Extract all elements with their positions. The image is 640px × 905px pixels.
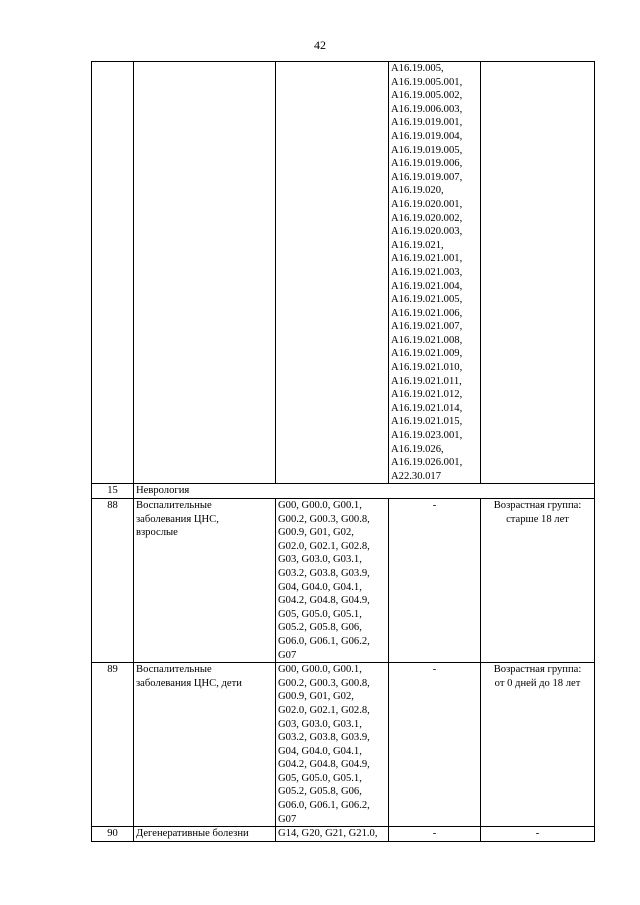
group-name-line: Воспалительные bbox=[136, 664, 212, 676]
diagnosis-code-line: G02.0, G02.1, G02.8, bbox=[278, 704, 370, 716]
page-number: 42 bbox=[314, 38, 326, 52]
other-criteria-cell bbox=[481, 62, 595, 484]
other-criteria bbox=[481, 663, 595, 827]
other-criteria bbox=[481, 499, 595, 663]
operation-codes: - bbox=[389, 663, 481, 827]
group-name-line: Воспалительные bbox=[136, 500, 212, 511]
diagnosis-codes bbox=[276, 499, 389, 663]
operation-codes: - bbox=[389, 827, 481, 842]
operation-code: A16.19.019.005, bbox=[391, 144, 463, 156]
diagnosis-code-line: G03, G03.0, G03.1, bbox=[278, 718, 362, 730]
diagnosis-codes bbox=[276, 827, 389, 842]
diagnosis-code-line: G05.2, G05.8, G06, bbox=[278, 786, 362, 798]
operation-code: A16.19.021.007, bbox=[391, 321, 463, 333]
diagnosis-code-line: G07 bbox=[278, 649, 297, 661]
diagnosis-code-line: G06.0, G06.1, G06.2, bbox=[278, 800, 370, 812]
other-criteria bbox=[481, 827, 595, 842]
operation-code: A16.19.019.004, bbox=[391, 130, 463, 142]
group-name bbox=[134, 499, 276, 663]
operation-code: A16.19.021.008, bbox=[391, 334, 463, 346]
diagnosis-code-line: G06.0, G06.1, G06.2, bbox=[278, 635, 370, 647]
other-criteria-line: - bbox=[535, 828, 540, 840]
diagnosis-code-line: G05.2, G05.8, G06, bbox=[278, 622, 362, 634]
group-name-line: заболевания ЦНС, bbox=[136, 513, 219, 525]
operation-code: A16.19.021.005, bbox=[391, 294, 463, 306]
classification-table bbox=[91, 61, 595, 842]
operation-code: A16.19.019.006, bbox=[391, 158, 463, 170]
section-number: 15 bbox=[92, 484, 134, 499]
operation-code: A16.19.021.012, bbox=[391, 389, 463, 401]
operation-code: A16.19.020.003, bbox=[391, 226, 463, 238]
section-row bbox=[92, 484, 595, 499]
diagnosis-code-line: G00.2, G00.3, G00.8, bbox=[278, 513, 370, 525]
operation-code: A16.19.019.007, bbox=[391, 171, 463, 183]
operation-code: A16.19.021.010, bbox=[391, 362, 463, 374]
row-number: 90 bbox=[92, 827, 134, 842]
operation-code: A16.19.020, bbox=[391, 185, 444, 197]
diagnosis-code-line: G00, G00.0, G00.1, bbox=[278, 500, 362, 511]
operation-code: A16.19.021.001, bbox=[391, 253, 463, 265]
diagnosis-code-line: G00.9, G01, G02, bbox=[278, 527, 354, 539]
diagnosis-code-line: G00.2, G00.3, G00.8, bbox=[278, 677, 370, 689]
operation-code: A16.19.005.002, bbox=[391, 90, 463, 102]
diagnosis-code-line: G03.2, G03.8, G03.9, bbox=[278, 567, 370, 579]
diagnosis-code-line: G04.2, G04.8, G04.9, bbox=[278, 759, 370, 771]
operation-code: A16.19.021, bbox=[391, 239, 444, 251]
operation-code: A16.19.021.015, bbox=[391, 416, 463, 428]
diagnosis-code-line: G14, G20, G21, G21.0, bbox=[278, 828, 378, 840]
operation-codes: - bbox=[389, 499, 481, 663]
operation-code: A16.19.021.009, bbox=[391, 348, 463, 360]
operation-code: A16.19.005, bbox=[391, 63, 444, 74]
other-criteria-line: от 0 дней до 18 лет bbox=[494, 677, 581, 689]
diagnosis-code-line: G00, G00.0, G00.1, bbox=[278, 664, 362, 676]
other-criteria-line: Возрастная группа: bbox=[493, 500, 582, 511]
operation-code: A16.19.021.014, bbox=[391, 402, 463, 414]
table-row bbox=[92, 827, 595, 842]
diagnosis-code-line: G02.0, G02.1, G02.8, bbox=[278, 540, 370, 552]
group-name bbox=[134, 663, 276, 827]
table-row bbox=[92, 499, 595, 663]
section-title: Неврология bbox=[134, 484, 595, 499]
operation-code: A16.19.005.001, bbox=[391, 76, 463, 88]
operation-code: A16.19.023.001, bbox=[391, 430, 463, 442]
table-row bbox=[92, 663, 595, 827]
diagnosis-code-line: G04.2, G04.8, G04.9, bbox=[278, 595, 370, 607]
diagnosis-codes bbox=[276, 663, 389, 827]
other-criteria-line: старше 18 лет bbox=[506, 513, 569, 525]
operation-code: A16.19.021.006, bbox=[391, 307, 463, 319]
number-cell bbox=[92, 62, 134, 484]
row-number: 89 bbox=[92, 663, 134, 827]
codes-cell bbox=[276, 62, 389, 484]
diagnosis-code-line: G00.9, G01, G02, bbox=[278, 691, 354, 703]
group-name-line: заболевания ЦНС, дети bbox=[136, 677, 242, 689]
operation-code: A16.19.021.004, bbox=[391, 280, 463, 292]
operation-code: A16.19.026.001, bbox=[391, 457, 463, 469]
row-number: 88 bbox=[92, 499, 134, 663]
group-name bbox=[134, 827, 276, 842]
operation-code: A16.19.019.001, bbox=[391, 117, 463, 129]
operation-code: A16.19.021.011, bbox=[391, 375, 462, 387]
other-criteria-line: Возрастная группа: bbox=[493, 664, 582, 676]
name-cell bbox=[134, 62, 276, 484]
diagnosis-code-line: G04, G04.0, G04.1, bbox=[278, 581, 362, 593]
operation-code: A16.19.020.001, bbox=[391, 198, 463, 210]
operations-cell bbox=[389, 62, 481, 484]
operation-code: A16.19.006.003, bbox=[391, 103, 463, 115]
operation-code: A16.19.021.003, bbox=[391, 266, 463, 278]
continuation-row bbox=[92, 62, 595, 484]
operation-code: A16.19.020.002, bbox=[391, 212, 463, 224]
diagnosis-code-line: G03.2, G03.8, G03.9, bbox=[278, 732, 370, 744]
group-name-line: Дегенеративные болезни bbox=[136, 828, 249, 840]
operation-code: A16.19.026, bbox=[391, 443, 444, 455]
group-name-line: взрослые bbox=[136, 527, 178, 539]
diagnosis-code-line: G05, G05.0, G05.1, bbox=[278, 772, 362, 784]
diagnosis-code-line: G05, G05.0, G05.1, bbox=[278, 608, 362, 620]
diagnosis-code-line: G07 bbox=[278, 813, 297, 825]
operation-code: A22.30.017 bbox=[391, 470, 442, 482]
diagnosis-code-line: G03, G03.0, G03.1, bbox=[278, 554, 362, 566]
diagnosis-code-line: G04, G04.0, G04.1, bbox=[278, 745, 362, 757]
